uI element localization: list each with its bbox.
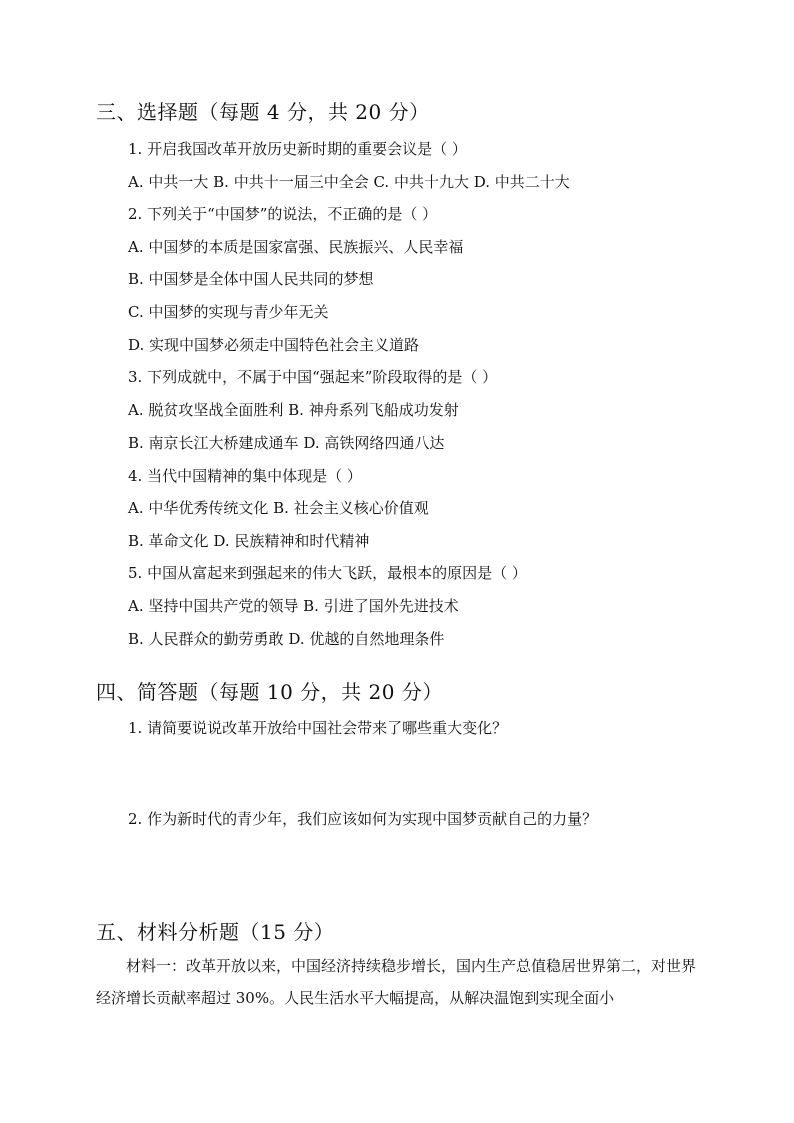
question-stem: 4. 当代中国精神的集中体现是（ ） — [128, 467, 362, 485]
material-paragraph: 材料一：改革开放以来，中国经济持续稳步增长，国内生产总值稳居世界第二，对世界经济增长贡献率超过 30%。人民生活水平大幅提高，从解决温饱到实现全面小 — [96, 957, 697, 1007]
section-4-title: 四、简答题（每题 10 分，共 20 分） — [96, 680, 443, 704]
question-options: B. 人民群众的勤劳勇敢 D. 优越的自然地理条件 — [128, 630, 445, 648]
question-options: A. 中华优秀传统文化 B. 社会主义核心价值观 — [128, 499, 429, 517]
short-answer-question: 2. 作为新时代的青少年，我们应该如何为实现中国梦贡献自己的力量？ — [128, 810, 598, 828]
question-option: B. 中国梦是全体中国人民共同的梦想 — [128, 270, 374, 288]
short-answer-question: 1. 请简要说说改革开放给中国社会带来了哪些重大变化？ — [128, 719, 508, 737]
question-stem: 2. 下列关于“中国梦”的说法，不正确的是（ ） — [128, 205, 438, 223]
question-options: A. 坚持中国共产党的领导 B. 引进了国外先进技术 — [128, 597, 459, 615]
question-option: C. 中国梦的实现与青少年无关 — [128, 303, 329, 321]
question-option: A. 中国梦的本质是国家富强、民族振兴、人民幸福 — [128, 238, 464, 256]
question-option: D. 实现中国梦必须走中国特色社会主义道路 — [128, 336, 420, 354]
section-3-title: 三、选择题（每题 4 分，共 20 分） — [96, 100, 430, 124]
question-stem: 5. 中国从富起来到强起来的伟大飞跃，最根本的原因是（ ） — [128, 564, 527, 582]
question-options: B. 革命文化 D. 民族精神和时代精神 — [128, 532, 370, 550]
section-5-title: 五、材料分析题（15 分） — [96, 920, 335, 944]
question-stem: 3. 下列成就中，不属于中国“强起来”阶段取得的是（ ） — [128, 368, 498, 386]
question-stem: 1. 开启我国改革开放历史新时期的重要会议是（ ） — [128, 140, 467, 158]
question-options: B. 南京长江大桥建成通车 D. 高铁网络四通八达 — [128, 434, 445, 452]
question-options: A. 中共一大 B. 中共十一届三中全会 C. 中共十九大 D. 中共二十大 — [128, 173, 570, 191]
question-options: A. 脱贫攻坚战全面胜利 B. 神舟系列飞船成功发射 — [128, 401, 459, 419]
